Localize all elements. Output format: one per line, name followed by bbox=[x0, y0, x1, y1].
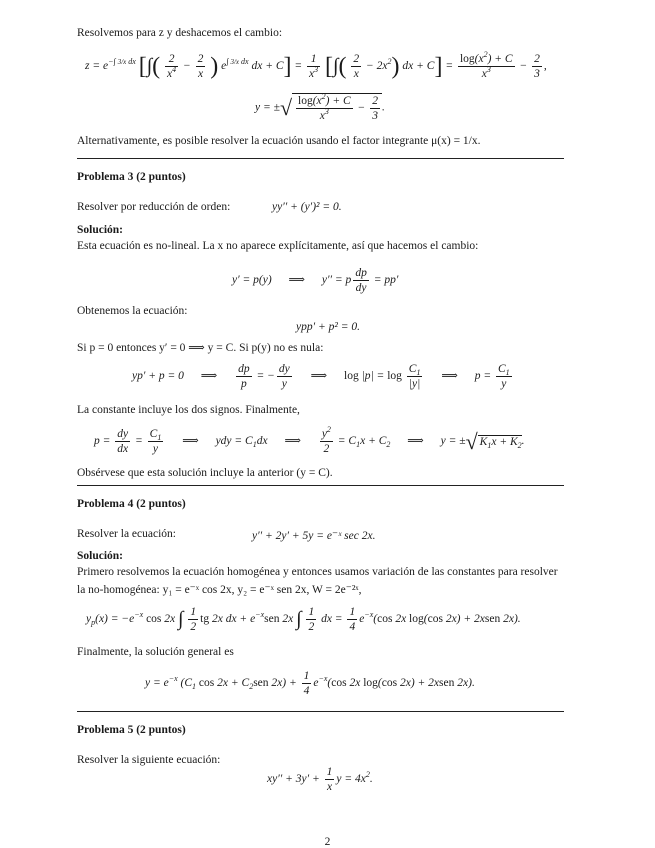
equation-final-p3: p = $\frac{dy}{dx}$ = $\frac{C_1}{y}$ ⟹ ydy = $C_1dx$ ⟹ $\frac{y^2}{2}$ = $C_1x + C_2$ ⟹ y = ±√ $K_1x + K_2$. bbox=[94, 425, 525, 455]
section-divider bbox=[77, 485, 564, 486]
problem4-statement-eq: y′′ + 2y′ + 5y = e⁻ˣ sec 2x. bbox=[252, 530, 376, 542]
equation-reduced: ypp′ + p² = 0. bbox=[296, 321, 360, 333]
problem5-title: Problema 5 (2 puntos) bbox=[77, 724, 186, 736]
intro-text: Resolvemos para z y deshacemos el cambio: bbox=[77, 27, 283, 39]
section-divider bbox=[77, 711, 564, 712]
problem4-solution-label: Solución: bbox=[77, 550, 124, 562]
problem3-text5: Obsérvese que esta solución incluye la anterior (y = C). bbox=[77, 467, 333, 479]
problem3-statement-label: Resolver por reducción de orden: bbox=[77, 201, 231, 213]
problem3-solution-label: Solución: bbox=[77, 224, 124, 236]
problem4-title: Problema 4 (2 puntos) bbox=[77, 498, 186, 510]
equation-z-solution: $z = e^{-\int 3/x dx}$ [∫( $\frac{2}{x^4}$ − $\frac{2}{x}$ ) $e^{\int 3/x dx}$ dx + C] = $\frac{1}{x^3}$ [∫( $\frac{2}{x}$ − $2x^2$) dx + C] = $\frac{\log(x^2) + C}{x^3}$ − $\frac{2}{3}$ , bbox=[85, 50, 547, 80]
problem3-text4: La constante incluye los dos signos. Finalmente, bbox=[77, 404, 300, 416]
problem3-text1: Esta ecuación es no-lineal. La x no aparece explícitamente, así que hacemos el cambio: bbox=[77, 240, 479, 252]
problem4-text3: Finalmente, la solución general es bbox=[77, 646, 234, 658]
equation-y-solution: y = ±√ $\frac{\log(x^2) + C}{x^3}$ − $\frac{2}{3}$ . bbox=[255, 92, 385, 122]
page-number: 2 bbox=[324, 836, 331, 848]
problem5-equation: xy′′ + 3y′ + $\frac{1}{x}$ $y = 4x^2$. bbox=[267, 766, 373, 793]
problem4-text1: Primero resolvemos la ecuación homogénea y entonces usamos variación de las constantes para resolver bbox=[77, 566, 558, 578]
equation-substitution: y′ = p(y) ⟹ y′′ = p $\frac{dp}{dy}$ = pp′ bbox=[232, 267, 399, 294]
problem3-title: Problema 3 (2 puntos) bbox=[77, 171, 186, 183]
equation-separation: yp′ + p = 0 ⟹ $\frac{dp}{p}$ = − $\frac{dy}{y}$ ⟹ log |p| = log $\frac{C_1}{|y|}$ ⟹ p = $\frac{C_1}{y}$ bbox=[132, 363, 510, 390]
problem3-statement-eq: yy′′ + (y′)² = 0. bbox=[272, 201, 342, 213]
problem3-text3: Si p = 0 entonces y′ = 0 ⟹ y = C. Si p(y) no es nula: bbox=[77, 342, 324, 354]
problem3-text2: Obtenemos la ecuación: bbox=[77, 305, 188, 317]
problem4-text2: la no-homogénea: y₁ = e⁻ˣ cos 2x, y₂ = e⁻ˣ sen 2x, W = 2e⁻²ˣ, bbox=[77, 584, 362, 596]
section-divider bbox=[77, 158, 564, 159]
alternative-note: Alternativamente, es posible resolver la ecuación usando el factor integrante μ(x) = 1/x. bbox=[77, 135, 481, 147]
equation-particular-solution: $y_p(x) = -e^{-x}$ cos 2x ∫ $\frac{1}{2}$ tg 2x dx + $e^{-x}sen$ 2x ∫ $\frac{1}{2}$ dx = $\frac{1}{4}$ $e^{-x}(\cos$ 2x log(cos 2x) + 2xsen 2x). bbox=[86, 606, 521, 633]
problem4-statement-label: Resolver la ecuación: bbox=[77, 528, 176, 540]
equation-general-solution: $y = e^{-x}$ ($C_1$ $\cos 2x + C_2sen$ 2x) + $\frac{1}{4}$ $e^{-x}(\cos$ 2x log(cos 2x) + 2xsen 2x). bbox=[145, 670, 475, 697]
problem5-statement-label: Resolver la siguiente ecuación: bbox=[77, 754, 221, 766]
